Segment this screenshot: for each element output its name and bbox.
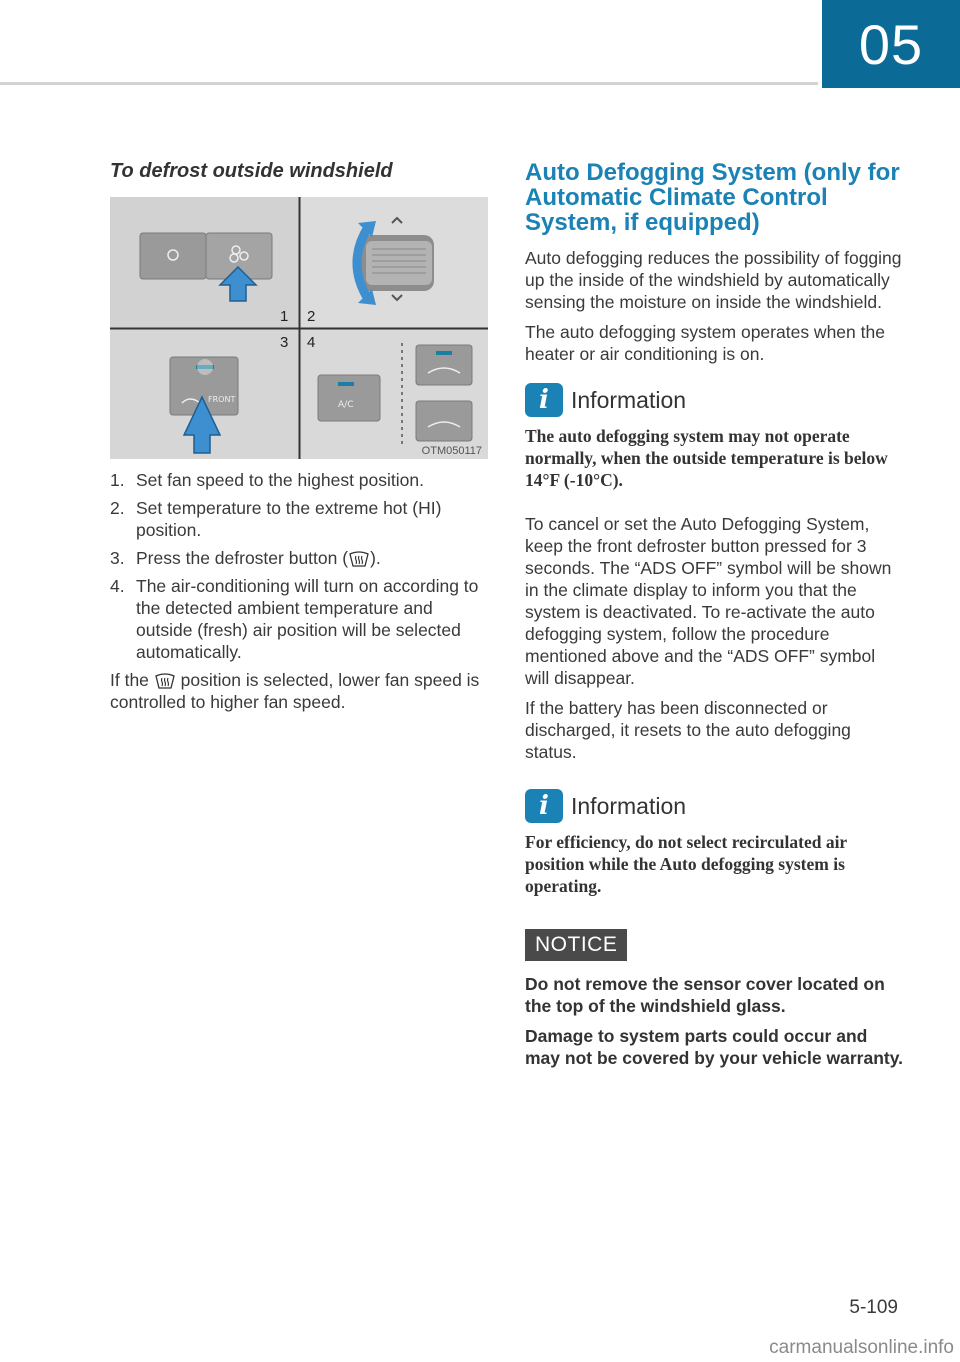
info-header: [525, 789, 903, 823]
info-body: For efficiency, do not select recirculated air position while the Auto defogging system is operating.: [525, 832, 847, 896]
steps-list: [110, 469, 488, 663]
section-subheading: To defrost outside windshield: [110, 160, 393, 182]
panel-label-1: 1: [280, 308, 289, 325]
notice-badge: NOTICE: [525, 929, 627, 961]
chapter-tab: 05: [822, 0, 960, 88]
info-title: Information: [571, 386, 687, 413]
list-item: 1. Set fan speed to the highest position.: [110, 470, 424, 490]
list-item: 3. Press the defroster button ( ).: [110, 548, 381, 568]
left-column: [110, 160, 488, 721]
list-item: 4. The air-conditioning will turn on according to the detected ambient temperature and outside (fresh) air position will be selected automatically.: [110, 576, 479, 662]
panel-label-4: 4: [307, 334, 316, 351]
climate-control-figure: [110, 197, 488, 459]
info-icon: i: [525, 789, 563, 823]
paragraph: If the battery has been disconnected or discharged, it resets to the auto defogging status.: [525, 698, 851, 762]
front-defroster-icon: [348, 550, 370, 568]
fan-speed-note: If the position is selected, lower fan speed is controlled to higher fan speed.: [110, 670, 480, 712]
info-title: Information: [571, 792, 687, 819]
list-item: 2. Set temperature to the extreme hot (HI) position.: [110, 498, 442, 540]
figure-illustration: [110, 197, 488, 459]
section-heading: Auto Defogging System (only for Automatic Climate Control System, if equipped): [525, 159, 900, 236]
info-header: [525, 383, 903, 417]
header-rule: [0, 82, 818, 85]
ac-button-text: A/C: [338, 400, 354, 410]
figure-code: OTM050117: [421, 445, 482, 457]
notice-text: Damage to system parts could occur and may not be covered by your vehicle warranty.: [525, 1026, 904, 1068]
info-body: The auto defogging system may not operate normally, when the outside temperature is below 14°F (-10°C).: [525, 426, 888, 490]
panel-label-2: 2: [307, 308, 316, 325]
page-number: 5-109: [849, 1297, 898, 1318]
paragraph: To cancel or set the Auto Defogging System, keep the front defroster button pressed for 3 seconds. The “ADS OFF” symbol will be shown in the climate display to inform you that the system is deactivated. To re-activate the auto defogging system, follow the procedure mentioned above and the “ADS OFF” symbol will disappear.: [525, 514, 892, 688]
notice-text: Do not remove the sensor cover located on the top of the windshield glass.: [525, 974, 885, 1016]
right-column: [525, 160, 903, 1077]
paragraph: Auto defogging reduces the possibility of fogging up the inside of the windshield by automatically sensing the moisture on inside the windshield.: [525, 248, 902, 312]
paragraph: The auto defogging system operates when the heater or air conditioning is on.: [525, 322, 885, 364]
front-button-text: FRONT: [208, 395, 236, 404]
front-defroster-icon: [154, 672, 176, 690]
watermark: carmanualsonline.info: [769, 1337, 954, 1358]
info-icon: i: [525, 383, 563, 417]
panel-label-3: 3: [280, 334, 289, 351]
